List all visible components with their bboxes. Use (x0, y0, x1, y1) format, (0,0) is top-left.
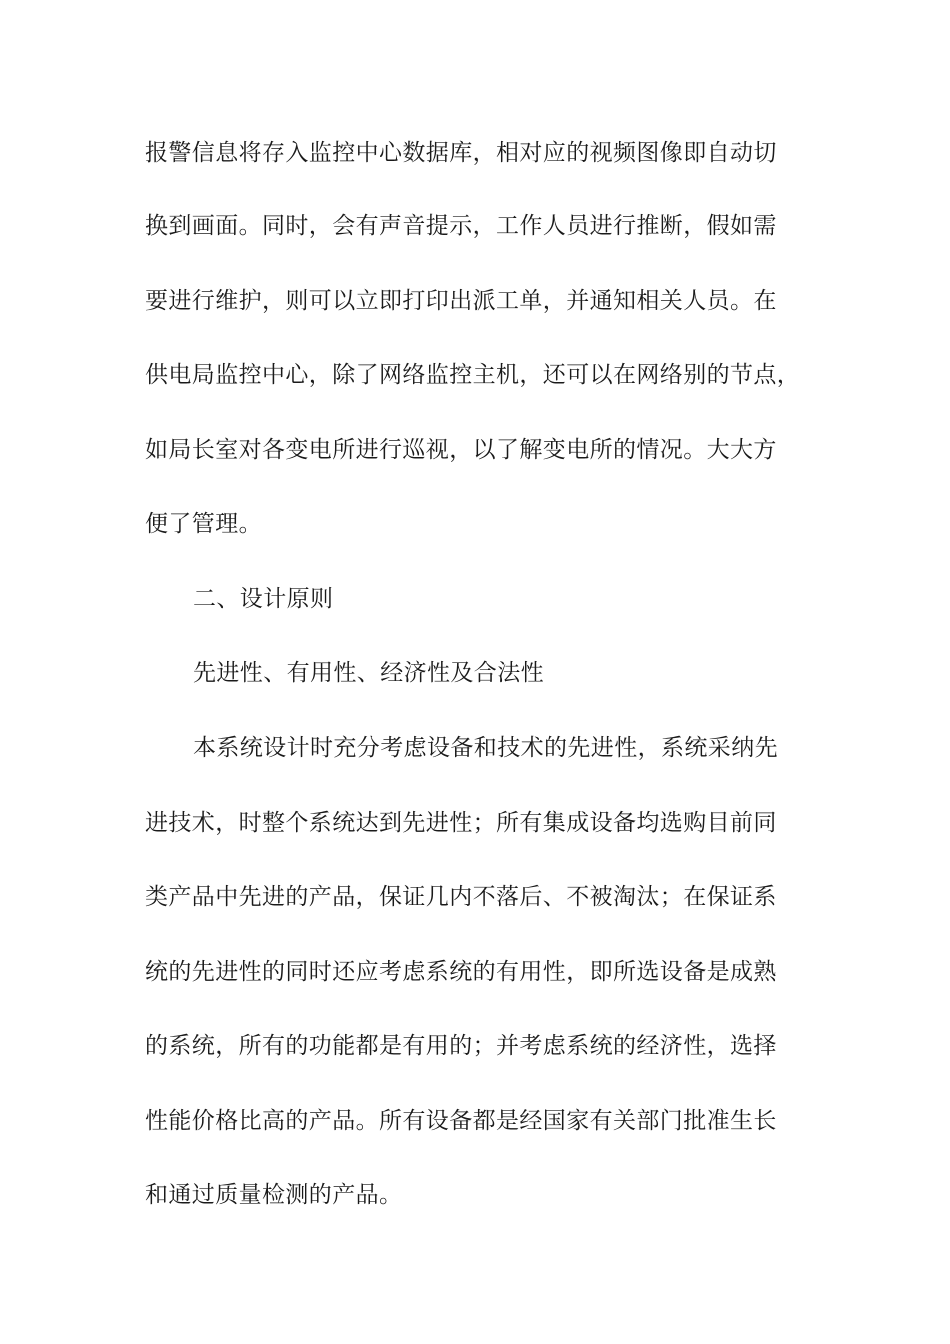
paragraph-line: 如局长室对各变电所进行巡视，以了解变电所的情况。大大方 (145, 437, 777, 463)
paragraph-line: 供电局监控中心，除了网络监控主机，还可以在网络别的节点， (145, 362, 801, 388)
section-heading: 二、设计原则 (193, 586, 334, 612)
paragraph-line: 的系统，所有的功能都是有用的；并考虑系统的经济性，选择 (145, 1033, 777, 1059)
paragraph-line: 本系统设计时充分考虑设备和技术的先进性，系统采纳先 (193, 735, 778, 761)
paragraph-line: 便了管理。 (145, 511, 262, 537)
paragraph-line: 性能价格比高的产品。所有设备都是经国家有关部门批准生长 (145, 1108, 777, 1134)
paragraph-line: 统的先进性的同时还应考虑系统的有用性，即所选设备是成熟 (145, 959, 777, 985)
paragraph-line: 换到画面。同时，会有声音提示，工作人员进行推断，假如需 (145, 213, 777, 239)
paragraph-line: 要进行维护，则可以立即打印出派工单，并通知相关人员。在 (145, 288, 777, 314)
paragraph-line: 进技术，时整个系统达到先进性；所有集成设备均选购目前同 (145, 810, 777, 836)
paragraph-line: 和通过质量检测的产品。 (145, 1182, 403, 1208)
paragraph-line: 报警信息将存入监控中心数据库，相对应的视频图像即自动切 (145, 140, 777, 166)
subsection-heading: 先进性、有用性、经济性及合法性 (193, 660, 544, 686)
paragraph-line: 类产品中先进的产品，保证几内不落后、不被淘汰；在保证系 (145, 884, 777, 910)
